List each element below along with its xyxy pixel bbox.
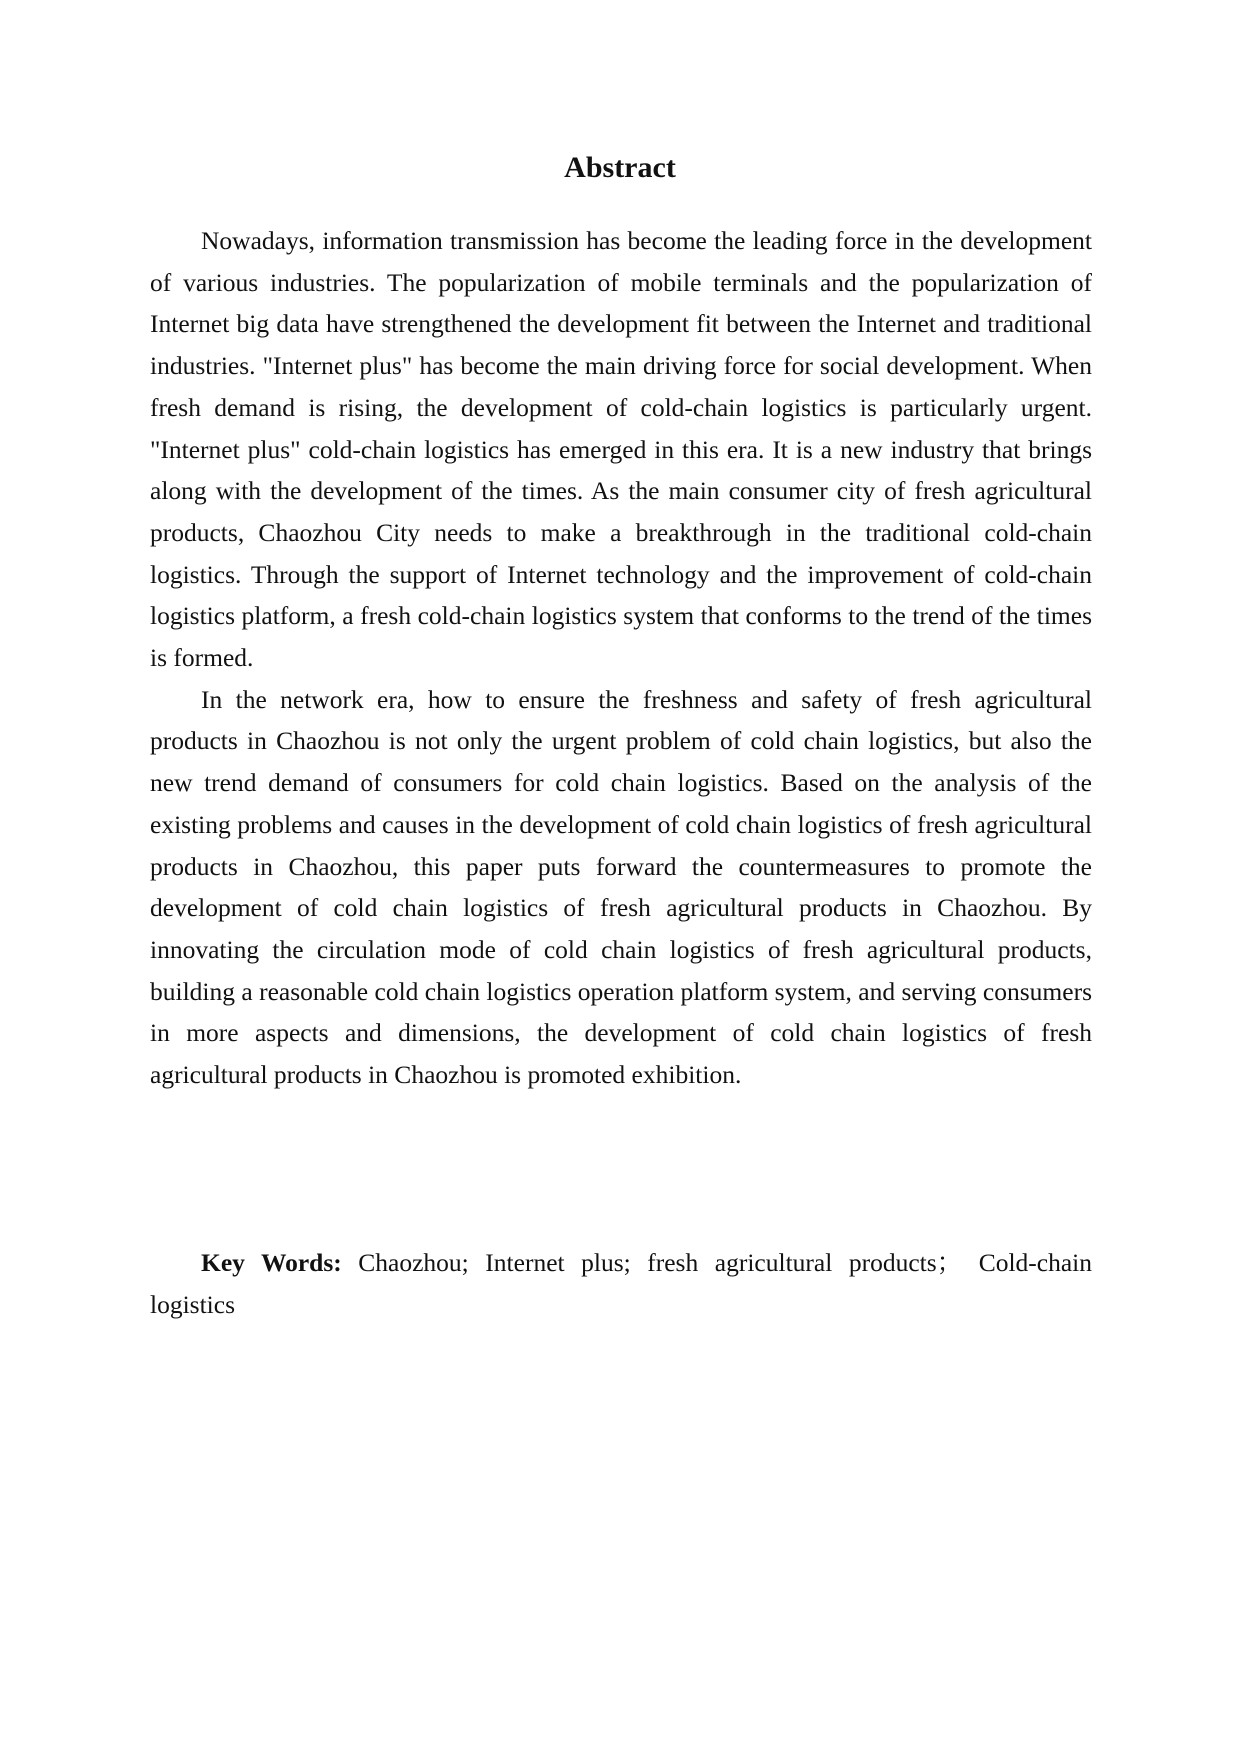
abstract-paragraph-1: Nowadays, information transmission has become the leading force in the development of various industries. The popularization of mobile terminals and the popularization of Internet big data have strengthened the development fit between the Internet and traditional industries. "Internet plus" has become the main driving force for social development. When fresh demand is rising, the development of cold-chain logistics is particularly urgent. "Internet plus" cold-chain logistics has emerged in this era. It is a new industry that brings along with the development of the times. As the main consumer city of fresh agricultural products, Chaozhou City needs to make a breakthrough in the traditional cold-chain logistics. Through the support of Internet technology and the improvement of cold-chain logistics platform, a fresh cold-chain logistics system that conforms to the trend of the times is formed. — [150, 226, 1092, 673]
keywords-text: Chaozhou; Internet plus; fresh agricultural products； Cold-chain logistics — [150, 1248, 1092, 1319]
keywords-line — [150, 1242, 1092, 1325]
abstract-title: Abstract — [564, 151, 676, 184]
keywords-label: Key Words: — [201, 1248, 342, 1277]
abstract-body — [150, 220, 1092, 1096]
abstract-paragraph-2: In the network era, how to ensure the freshness and safety of fresh agricultural products in Chaozhou is not only the urgent problem of cold chain logistics, but also the new trend demand of consumers for cold chain logistics. Based on the analysis of the existing problems and causes in the development of cold chain logistics of fresh agricultural products in Chaozhou, this paper puts forward the countermeasures to promote the development of cold chain logistics of fresh agricultural products in Chaozhou. By innovating the circulation mode of cold chain logistics of fresh agricultural products, building a reasonable cold chain logistics operation platform system, and serving consumers in more aspects and dimensions, the development of cold chain logistics of fresh agricultural products in Chaozhou is promoted exhibition. — [150, 684, 1092, 1090]
